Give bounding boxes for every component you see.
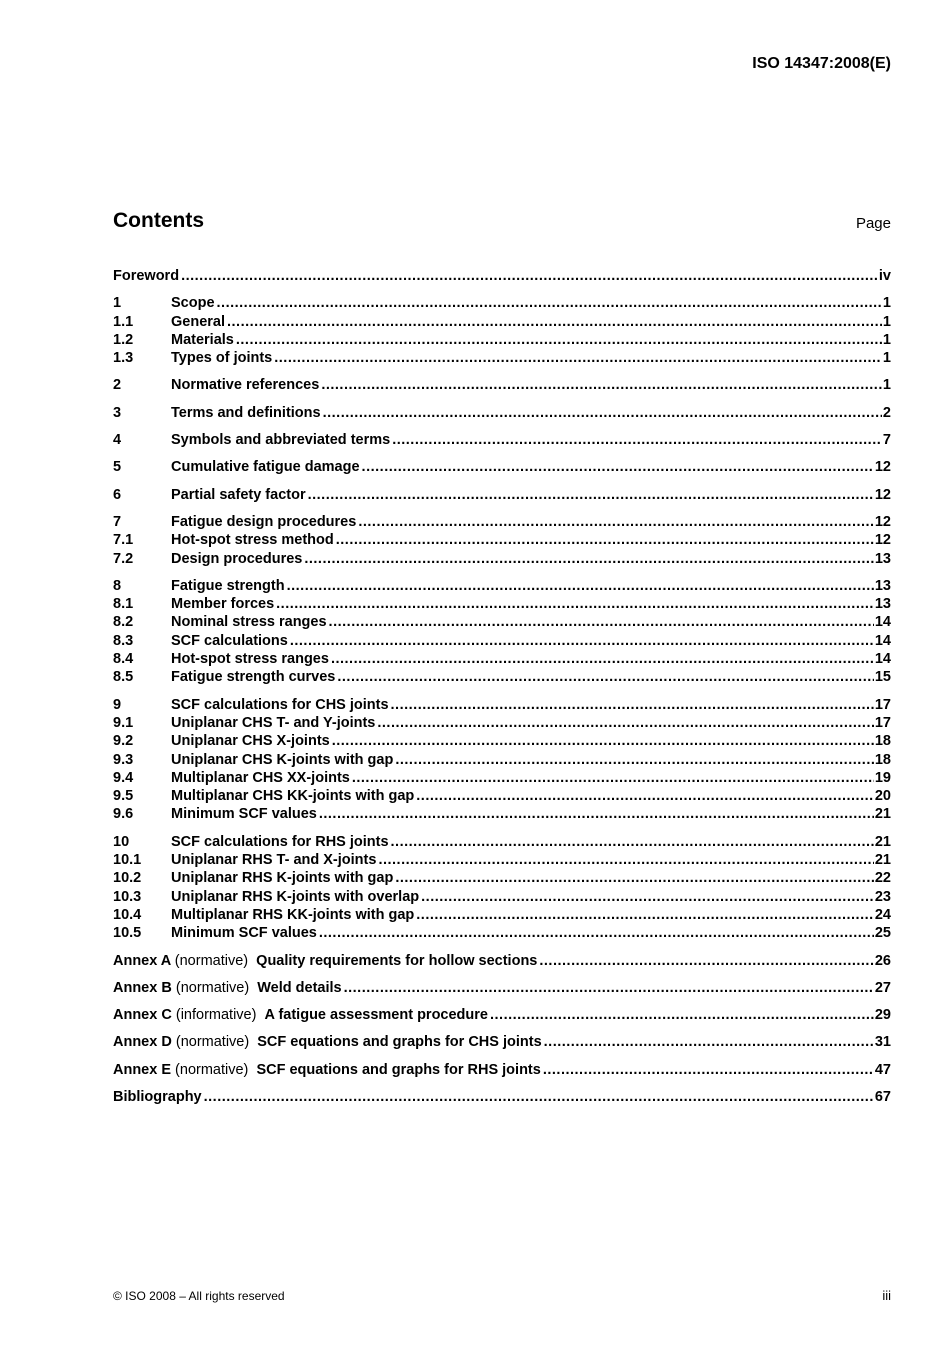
toc-entry-page: 21 bbox=[874, 833, 891, 850]
toc-entry-title: SCF equations and graphs for CHS joints bbox=[257, 1034, 542, 1051]
toc-entry-title-group bbox=[171, 714, 375, 732]
toc-entry-title: Uniplanar RHS K-joints with overlap bbox=[171, 888, 420, 905]
annex-label: Annex C bbox=[113, 1007, 172, 1024]
dot-leader bbox=[539, 952, 873, 970]
toc-group bbox=[113, 1088, 891, 1106]
toc-entry-number: 2 bbox=[113, 377, 122, 394]
toc-entry-page: 17 bbox=[874, 696, 891, 713]
toc-entry-page: 67 bbox=[874, 1088, 891, 1105]
toc-entry-title-group bbox=[171, 696, 389, 714]
toc-entry-page: 12 bbox=[874, 486, 891, 503]
toc-entry-number: 8.2 bbox=[113, 614, 134, 631]
toc-entry-page: 1 bbox=[882, 377, 891, 394]
toc-entry-title-group bbox=[171, 751, 393, 769]
dot-leader bbox=[319, 805, 874, 823]
toc-entry[interactable] bbox=[113, 376, 891, 394]
toc-entry[interactable] bbox=[113, 595, 891, 613]
toc-entry-page: 25 bbox=[874, 925, 891, 942]
annex-label: Annex B bbox=[113, 979, 172, 996]
toc-entry[interactable] bbox=[113, 805, 891, 823]
toc-entry-page: 1 bbox=[882, 350, 891, 367]
dot-leader bbox=[358, 513, 874, 531]
toc-entry-title: Hot-spot stress method bbox=[171, 532, 334, 549]
toc-entry-page: 26 bbox=[874, 952, 891, 969]
table-of-contents bbox=[113, 267, 891, 1115]
toc-entry-title-group bbox=[171, 431, 390, 449]
toc-entry[interactable] bbox=[113, 431, 891, 449]
toc-entry-title-group bbox=[171, 869, 393, 887]
toc-entry-page: 15 bbox=[874, 669, 891, 686]
toc-entry-title: Cumulative fatigue damage bbox=[171, 459, 360, 476]
dot-leader bbox=[416, 906, 874, 924]
toc-entry[interactable] bbox=[113, 458, 891, 476]
toc-entry-title: Hot-spot stress ranges bbox=[171, 651, 329, 668]
dot-leader bbox=[377, 714, 873, 732]
toc-entry-title-group bbox=[113, 1006, 488, 1024]
toc-entry[interactable] bbox=[113, 349, 891, 367]
dot-leader bbox=[392, 431, 882, 449]
toc-group bbox=[113, 577, 891, 687]
toc-entry-title: Multiplanar CHS KK-joints with gap bbox=[171, 788, 415, 805]
toc-entry-number: 1 bbox=[113, 295, 122, 312]
toc-group bbox=[113, 1006, 891, 1024]
toc-entry-title-group bbox=[113, 267, 179, 285]
dot-leader bbox=[344, 979, 874, 997]
dot-leader bbox=[395, 869, 874, 887]
toc-entry-page: 27 bbox=[874, 979, 891, 996]
dot-leader bbox=[319, 924, 874, 942]
dot-leader bbox=[227, 313, 882, 331]
toc-entry-number: 1.2 bbox=[113, 331, 134, 348]
toc-entry-number: 9.4 bbox=[113, 769, 134, 786]
toc-entry-title: Partial safety factor bbox=[171, 486, 306, 503]
toc-entry-page: 23 bbox=[874, 888, 891, 905]
toc-entry-title: Uniplanar RHS K-joints with gap bbox=[171, 870, 394, 887]
toc-entry[interactable] bbox=[113, 979, 891, 997]
dot-leader bbox=[217, 294, 882, 312]
toc-entry-title-group bbox=[171, 632, 288, 650]
toc-entry-number: 1.3 bbox=[113, 350, 134, 367]
dot-leader bbox=[421, 888, 874, 906]
toc-entry-title-group bbox=[171, 486, 306, 504]
dot-leader bbox=[362, 458, 874, 476]
toc-entry-title: SCF calculations for CHS joints bbox=[171, 696, 389, 713]
toc-entry-number: 9.6 bbox=[113, 806, 134, 823]
toc-entry-number: 10.4 bbox=[113, 906, 142, 923]
toc-entry-title-group bbox=[171, 595, 274, 613]
annex-label: Annex A bbox=[113, 952, 171, 969]
copyright-notice: © ISO 2008 – All rights reserved bbox=[113, 1289, 285, 1303]
toc-entry-title-group bbox=[171, 404, 321, 422]
dot-leader bbox=[332, 732, 874, 750]
toc-entry-number: 5 bbox=[113, 459, 122, 476]
toc-entry-title: Minimum SCF values bbox=[171, 925, 317, 942]
toc-group bbox=[113, 1061, 891, 1079]
toc-entry[interactable] bbox=[113, 952, 891, 970]
toc-entry-page: 1 bbox=[882, 295, 891, 312]
toc-entry-title-group bbox=[171, 650, 329, 668]
toc-group bbox=[113, 696, 891, 824]
toc-entry[interactable] bbox=[113, 513, 891, 531]
toc-entry[interactable] bbox=[113, 833, 891, 851]
toc-entry[interactable] bbox=[113, 531, 891, 549]
toc-entry[interactable] bbox=[113, 869, 891, 887]
toc-entry-page: 20 bbox=[874, 788, 891, 805]
toc-entry-page: 13 bbox=[874, 596, 891, 613]
dot-leader bbox=[290, 632, 874, 650]
toc-entry[interactable] bbox=[113, 851, 891, 869]
toc-entry-number: 10.1 bbox=[113, 852, 142, 869]
toc-group bbox=[113, 458, 891, 476]
toc-entry[interactable] bbox=[113, 550, 891, 568]
toc-entry[interactable] bbox=[113, 1033, 891, 1051]
annex-type: (normative) bbox=[174, 952, 249, 969]
toc-entry-number: 8.1 bbox=[113, 596, 134, 613]
toc-entry-title-group bbox=[113, 952, 537, 970]
annex-type: (normative) bbox=[175, 1061, 249, 1078]
toc-entry-title-group bbox=[171, 805, 317, 823]
dot-leader bbox=[276, 595, 874, 613]
toc-entry-title-group bbox=[171, 531, 334, 549]
toc-entry-number: 6 bbox=[113, 486, 122, 503]
toc-entry-page: 31 bbox=[874, 1034, 891, 1051]
toc-entry[interactable] bbox=[113, 331, 891, 349]
toc-group bbox=[113, 833, 891, 943]
toc-entry-title: SCF calculations bbox=[171, 632, 288, 649]
toc-entry-number: 9 bbox=[113, 696, 122, 713]
toc-entry-title-group bbox=[171, 732, 330, 750]
dot-leader bbox=[337, 668, 873, 686]
toc-entry[interactable] bbox=[113, 1061, 891, 1079]
toc-entry-title-group bbox=[171, 613, 327, 631]
toc-entry-number: 10.2 bbox=[113, 870, 142, 887]
dot-leader bbox=[304, 550, 874, 568]
toc-entry[interactable] bbox=[113, 650, 891, 668]
toc-entry-title-group bbox=[113, 1088, 202, 1106]
toc-entry-number: 9.5 bbox=[113, 788, 134, 805]
dot-leader bbox=[378, 851, 873, 869]
toc-entry-title-group bbox=[171, 349, 272, 367]
toc-entry-title-group bbox=[171, 294, 215, 312]
toc-entry[interactable] bbox=[113, 313, 891, 331]
dot-leader bbox=[321, 376, 882, 394]
toc-group bbox=[113, 979, 891, 997]
dot-leader bbox=[391, 696, 874, 714]
toc-entry-number: 9.3 bbox=[113, 751, 134, 768]
toc-entry-page: 17 bbox=[874, 714, 891, 731]
toc-entry-number: 1.1 bbox=[113, 313, 134, 330]
toc-entry[interactable] bbox=[113, 404, 891, 422]
toc-group bbox=[113, 513, 891, 568]
toc-entry[interactable] bbox=[113, 751, 891, 769]
document-id: ISO 14347:2008(E) bbox=[752, 55, 891, 72]
toc-entry-title: Weld details bbox=[257, 979, 342, 996]
annex-type: (normative) bbox=[175, 979, 250, 996]
toc-entry-page: 13 bbox=[874, 550, 891, 567]
dot-leader bbox=[329, 613, 874, 631]
toc-group bbox=[113, 376, 891, 394]
dot-leader bbox=[274, 349, 882, 367]
toc-entry[interactable] bbox=[113, 696, 891, 714]
toc-entry-number: 7.2 bbox=[113, 550, 134, 567]
toc-entry-title: Multiplanar CHS XX-joints bbox=[171, 769, 350, 786]
toc-entry-page: 18 bbox=[874, 733, 891, 750]
toc-entry-title: Design procedures bbox=[171, 550, 303, 567]
toc-entry[interactable] bbox=[113, 294, 891, 312]
toc-entry-page: 7 bbox=[882, 432, 891, 449]
toc-entry-title-group bbox=[171, 851, 376, 869]
toc-group bbox=[113, 294, 891, 367]
toc-entry-title: Bibliography bbox=[113, 1088, 202, 1105]
toc-entry[interactable] bbox=[113, 486, 891, 504]
toc-entry-number: 10 bbox=[113, 833, 130, 850]
toc-entry-title-group bbox=[171, 769, 350, 787]
dot-leader bbox=[236, 331, 882, 349]
toc-entry-title: Quality requirements for hollow sections bbox=[256, 952, 538, 969]
dot-leader bbox=[543, 1061, 874, 1079]
toc-entry[interactable] bbox=[113, 632, 891, 650]
toc-entry-page: 22 bbox=[874, 870, 891, 887]
toc-entry-page: 24 bbox=[874, 906, 891, 923]
toc-entry-page: 19 bbox=[874, 769, 891, 786]
toc-entry[interactable] bbox=[113, 668, 891, 686]
toc-entry-title-group bbox=[171, 550, 302, 568]
dot-leader bbox=[331, 650, 874, 668]
toc-entry-number: 10.3 bbox=[113, 888, 142, 905]
toc-entry-page: 29 bbox=[874, 1007, 891, 1024]
toc-entry-number: 7.1 bbox=[113, 532, 134, 549]
toc-entry-page: 21 bbox=[874, 806, 891, 823]
toc-entry-number: 8.3 bbox=[113, 632, 134, 649]
toc-entry-title-group bbox=[171, 668, 335, 686]
toc-entry-title: Types of joints bbox=[171, 350, 273, 367]
toc-entry-number: 8 bbox=[113, 577, 122, 594]
toc-entry-title: Member forces bbox=[171, 596, 275, 613]
toc-entry-title-group bbox=[113, 1061, 541, 1079]
toc-entry-title-group bbox=[171, 376, 319, 394]
page-column-label: Page bbox=[855, 215, 891, 232]
toc-entry-title: SCF equations and graphs for RHS joints bbox=[256, 1061, 541, 1078]
toc-entry-number: 8.5 bbox=[113, 669, 134, 686]
toc-group bbox=[113, 431, 891, 449]
dot-leader bbox=[490, 1006, 874, 1024]
dot-leader bbox=[323, 404, 882, 422]
dot-leader bbox=[181, 267, 878, 285]
toc-entry-title: Uniplanar RHS T- and X-joints bbox=[171, 852, 377, 869]
toc-entry-page: 12 bbox=[874, 513, 891, 530]
toc-entry-title: Fatigue strength curves bbox=[171, 669, 336, 686]
toc-entry[interactable] bbox=[113, 613, 891, 631]
annex-label: Annex D bbox=[113, 1034, 172, 1051]
toc-entry[interactable] bbox=[113, 906, 891, 924]
dot-leader bbox=[308, 486, 874, 504]
toc-entry-title: Uniplanar CHS K-joints with gap bbox=[171, 751, 394, 768]
dot-leader bbox=[544, 1033, 874, 1051]
toc-entry-page: 14 bbox=[874, 632, 891, 649]
toc-entry-page: 2 bbox=[882, 404, 891, 421]
toc-entry-number: 8.4 bbox=[113, 651, 134, 668]
toc-entry-page: iv bbox=[878, 268, 891, 284]
toc-group bbox=[113, 267, 891, 285]
toc-entry-title: Scope bbox=[171, 295, 215, 312]
toc-entry-number: 7 bbox=[113, 513, 122, 530]
contents-heading: Contents bbox=[113, 209, 204, 232]
toc-entry[interactable] bbox=[113, 1088, 891, 1106]
toc-entry-title: Foreword bbox=[113, 268, 180, 284]
toc-entry-page: 18 bbox=[874, 751, 891, 768]
toc-entry-page: 13 bbox=[874, 577, 891, 594]
toc-entry-title: Terms and definitions bbox=[171, 404, 321, 421]
dot-leader bbox=[395, 751, 874, 769]
toc-entry-page: 1 bbox=[882, 313, 891, 330]
toc-group bbox=[113, 486, 891, 504]
toc-entry-title-group bbox=[171, 787, 414, 805]
toc-entry-title-group bbox=[171, 906, 414, 924]
toc-entry-title-group bbox=[171, 331, 234, 349]
dot-leader bbox=[416, 787, 874, 805]
page-number: iii bbox=[882, 1288, 891, 1303]
annex-type: (informative) bbox=[175, 1007, 257, 1024]
toc-entry-title: Uniplanar CHS T- and Y-joints bbox=[171, 714, 376, 731]
toc-entry-title: Uniplanar CHS X-joints bbox=[171, 733, 330, 750]
toc-entry-page: 14 bbox=[874, 651, 891, 668]
toc-entry-title-group bbox=[113, 979, 342, 997]
toc-entry-title: Minimum SCF values bbox=[171, 806, 317, 823]
dot-leader bbox=[287, 577, 874, 595]
toc-entry-title-group bbox=[171, 513, 356, 531]
toc-entry-title-group bbox=[171, 313, 225, 331]
toc-entry[interactable] bbox=[113, 924, 891, 942]
toc-entry[interactable] bbox=[113, 1006, 891, 1024]
toc-entry-title-group bbox=[171, 924, 317, 942]
dot-leader bbox=[352, 769, 874, 787]
toc-entry-page: 12 bbox=[874, 459, 891, 476]
toc-entry-number: 9.2 bbox=[113, 733, 134, 750]
toc-entry-title: Fatigue strength bbox=[171, 577, 285, 594]
toc-entry-number: 4 bbox=[113, 432, 122, 449]
toc-entry[interactable] bbox=[113, 732, 891, 750]
toc-entry[interactable] bbox=[113, 714, 891, 732]
toc-entry-number: 10.5 bbox=[113, 925, 142, 942]
toc-entry-title: Materials bbox=[171, 331, 234, 348]
toc-entry-title: Symbols and abbreviated terms bbox=[171, 432, 391, 449]
toc-entry-page: 21 bbox=[874, 852, 891, 869]
toc-entry-title: Normative references bbox=[171, 377, 320, 394]
toc-entry[interactable] bbox=[113, 888, 891, 906]
toc-entry-title: SCF calculations for RHS joints bbox=[171, 833, 389, 850]
toc-entry[interactable] bbox=[113, 577, 891, 595]
annex-type: (normative) bbox=[175, 1034, 250, 1051]
toc-entry-page: 12 bbox=[874, 532, 891, 549]
toc-entry-title: Fatigue design procedures bbox=[171, 513, 357, 530]
toc-entry-title-group bbox=[171, 833, 389, 851]
toc-entry-title-group bbox=[171, 458, 360, 476]
dot-leader bbox=[391, 833, 874, 851]
toc-entry-title: Multiplanar RHS KK-joints with gap bbox=[171, 906, 415, 923]
annex-label: Annex E bbox=[113, 1061, 172, 1078]
toc-entry[interactable] bbox=[113, 787, 891, 805]
toc-group bbox=[113, 1033, 891, 1051]
dot-leader bbox=[336, 531, 874, 549]
toc-entry[interactable] bbox=[113, 267, 891, 285]
toc-entry-title-group bbox=[171, 888, 419, 906]
toc-group bbox=[113, 404, 891, 422]
toc-entry-title: A fatigue assessment procedure bbox=[264, 1007, 488, 1024]
toc-entry-number: 3 bbox=[113, 404, 122, 421]
toc-entry-number: 9.1 bbox=[113, 714, 134, 731]
toc-entry-title-group bbox=[171, 577, 285, 595]
toc-entry-page: 1 bbox=[882, 331, 891, 348]
toc-group bbox=[113, 952, 891, 970]
toc-entry-title: General bbox=[171, 313, 225, 330]
toc-entry-title-group bbox=[113, 1033, 542, 1051]
toc-entry-page: 14 bbox=[874, 614, 891, 631]
toc-entry-page: 47 bbox=[874, 1061, 891, 1078]
dot-leader bbox=[204, 1088, 874, 1106]
toc-entry[interactable] bbox=[113, 769, 891, 787]
toc-entry-title: Nominal stress ranges bbox=[171, 614, 327, 631]
